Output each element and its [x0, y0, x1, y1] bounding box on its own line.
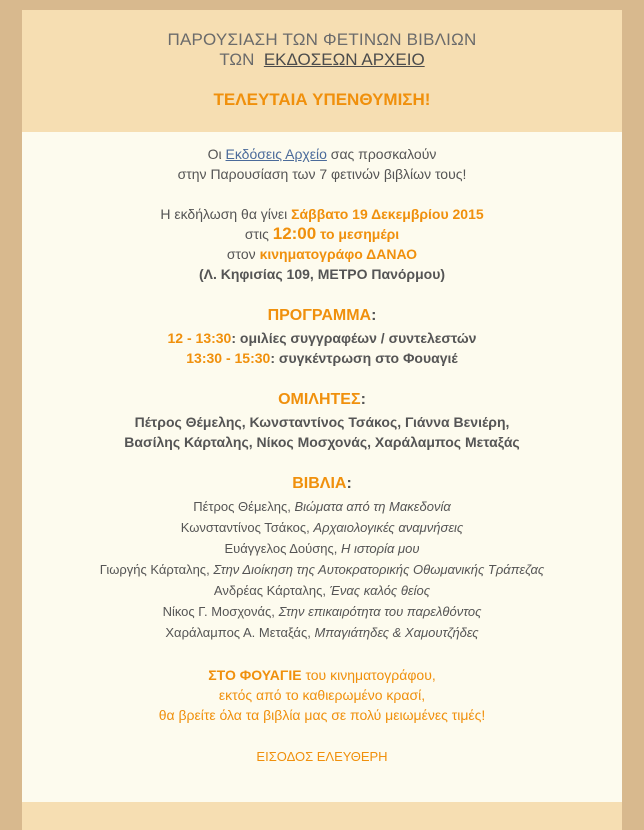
books-heading: ΒΙΒΛΙΑ:	[292, 475, 352, 492]
book-item: Ευάγγελος Δούσης, Η ιστορία μου	[224, 541, 420, 556]
newsletter-card	[22, 10, 622, 830]
publisher-link[interactable]: Εκδόσεις Αρχείο	[225, 146, 327, 162]
event-time: 12:00	[272, 224, 317, 243]
program-heading: ΠΡΟΓΡΑΜΜΑ:	[267, 307, 377, 324]
foyer-line-3: θα βρείτε όλα τα βιβλία μας σε πολύ μειωμένες τιμές!	[158, 707, 486, 723]
event-address: (Λ. Κηφισίας 109, ΜΕΤΡΟ Πανόρμου)	[198, 266, 446, 282]
speakers-heading: ΟΜΙΛΗΤΕΣ:	[278, 391, 366, 408]
intro-prefix: Οι	[207, 146, 222, 162]
intro-line-1	[22, 144, 622, 164]
speakers-title: ΟΜΙΛΗΤΕΣ	[278, 391, 361, 408]
books-title: ΒΙΒΛΙΑ	[292, 475, 347, 492]
reminder-heading: ΤΕΛΕΥΤΑΙΑ ΥΠΕΝΘΥΜΙΣΗ!	[213, 90, 431, 109]
program-item-time: 12 - 13:30	[167, 330, 232, 346]
event-venue: κινηματογράφο ΔΑΝΑΟ	[259, 246, 418, 262]
speakers-line-1: Πέτρος Θέμελης, Κωνσταντίνος Τσάκος, Γιάννα Βενιέρη,	[134, 414, 510, 430]
header-title: ΠΑΡΟΥΣΙΑΣΗ ΤΩΝ ΦΕΤΙΝΩΝ ΒΙΒΛΙΩΝ	[167, 30, 477, 49]
program-item: 12 - 13:30: ομιλίες συγγραφέων / συντελεστών	[167, 330, 477, 346]
book-title: Η ιστορία μου	[341, 541, 420, 556]
foyer-line-2: εκτός από το καθιερωμένο κρασί,	[218, 687, 426, 703]
program-item: 13:30 - 15:30: συγκέντρωση στο Φουαγιέ	[186, 350, 458, 366]
book-title: Στην Διοίκηση της Αυτοκρατορικής Οθωμανικής Τράπεζας	[213, 562, 545, 577]
book-item: Χαράλαμπος Α. Μεταξάς, Μπαγιάτηδες & Χαμουτζήδες	[165, 625, 479, 640]
event-time-suffix: το μεσημέρι	[320, 226, 400, 242]
event-date-line	[22, 204, 622, 224]
book-item: Νίκος Γ. Μοσχονάς, Στην επικαιρότητα του παρελθόντος	[162, 604, 482, 619]
speakers-line-2: Βασίλης Κάρταλης, Νίκος Μοσχονάς, Χαράλαμπος Μεταξάς	[124, 434, 520, 450]
book-item: Γιωργής Κάρταλης, Στην Διοίκηση της Αυτοκρατορικής Οθωμανικής Τράπεζας	[99, 562, 545, 577]
foyer-line-1-suffix: του κινηματογράφου,	[305, 667, 436, 683]
book-title: Στην επικαιρότητα του παρελθόντος	[278, 604, 482, 619]
publisher-header-link[interactable]: ΕΚΔΟΣΕΩΝ ΑΡΧΕΙΟ	[263, 50, 425, 69]
book-title: Αρχαιολογικές αναμνήσεις	[313, 520, 464, 535]
program-title: ΠΡΟΓΡΑΜΜΑ	[267, 307, 372, 324]
book-title: Ένας καλός θείος	[329, 583, 431, 598]
book-item: Πέτρος Θέμελης, Βιώματα από τη Μακεδονία	[193, 499, 451, 514]
header-subtitle	[22, 50, 622, 70]
newsletter-header	[22, 10, 622, 132]
book-item: Ανδρέας Κάρταλης, Ένας καλός θείος	[213, 583, 431, 598]
event-venue-line	[22, 244, 622, 264]
foyer-line-1	[22, 665, 622, 685]
header-subtitle-prefix: ΤΩΝ	[219, 50, 255, 69]
event-time-line	[22, 224, 622, 244]
book-item: Κωνσταντίνος Τσάκος, Αρχαιολογικές αναμνήσεις	[180, 520, 464, 535]
event-date: Σάββατο 19 Δεκεμβρίου 2015	[291, 206, 484, 222]
book-title: Βιώματα από τη Μακεδονία	[294, 499, 451, 514]
program-item-desc: συγκέντρωση στο Φουαγιέ	[278, 350, 458, 366]
event-date-prefix: Η εκδήλωση θα γίνει	[160, 206, 288, 222]
footer-bar	[22, 802, 622, 830]
program-item-desc: ομιλίες συγγραφέων / συντελεστών	[239, 330, 477, 346]
program-item-time: 13:30 - 15:30	[186, 350, 271, 366]
intro-suffix: σας προσκαλούν	[330, 146, 437, 162]
foyer-highlight: ΣΤΟ ΦΟΥΑΓΙΕ	[208, 667, 302, 683]
intro-line-2: στην Παρουσίαση των 7 φετινών βιβλίων τους!	[177, 166, 467, 182]
free-entry: ΕΙΣΟΔΟΣ ΕΛΕΥΘΕΡΗ	[256, 749, 388, 764]
event-venue-prefix: στον	[226, 246, 256, 262]
book-title: Μπαγιάτηδες & Χαμουτζήδες	[314, 625, 479, 640]
newsletter-body	[22, 132, 622, 767]
event-time-prefix: στις	[244, 226, 269, 242]
